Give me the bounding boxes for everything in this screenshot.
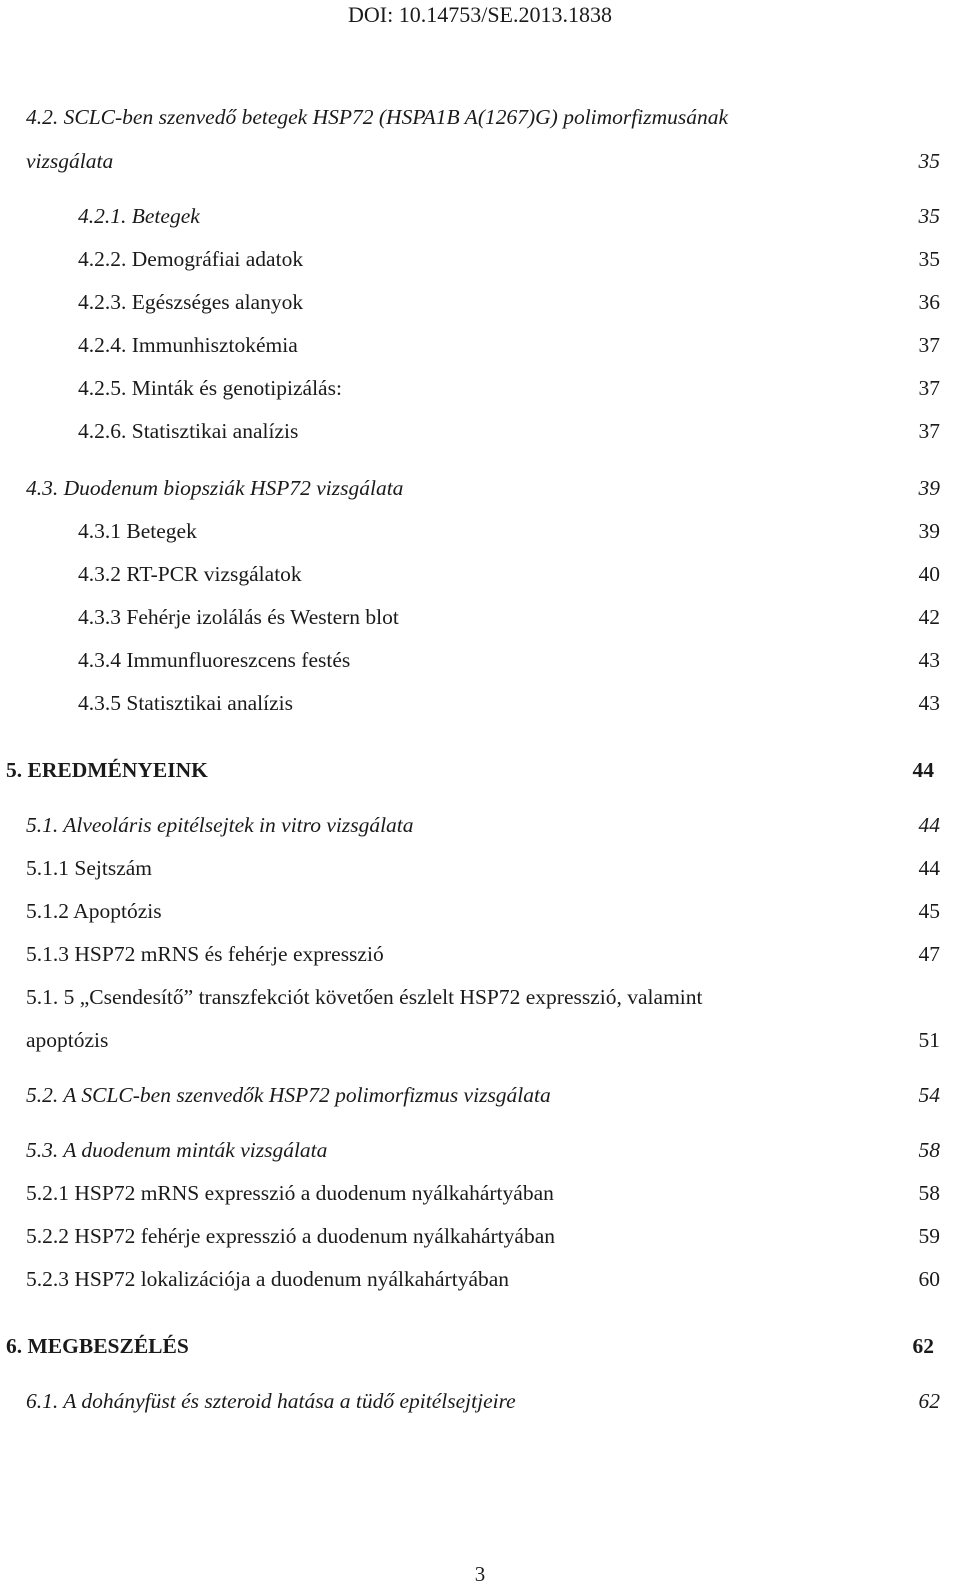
toc-entry[interactable] (26, 1082, 960, 1108)
toc-entry[interactable] (26, 984, 960, 1010)
toc-entry-title: 5.2.3 HSP72 lokalizációja a duodenum nyálkahártyában (26, 1267, 510, 1291)
toc-entry-page: 43 (918, 648, 940, 672)
toc-entry[interactable] (26, 1223, 960, 1249)
toc-entry-title: 5.2.2 HSP72 fehérje expresszió a duodenum nyálkahártyában (26, 1224, 555, 1248)
toc-entry-title: 4.3. Duodenum biopsziák HSP72 vizsgálata (26, 476, 404, 500)
doi-header: DOI: 10.14753/SE.2013.1838 (348, 2, 612, 27)
toc-entry-page: 58 (918, 1181, 940, 1205)
toc-entry[interactable] (26, 898, 960, 924)
toc-entry-title: 4.3.3 Fehérje izolálás és Western blot (78, 605, 399, 629)
toc-entry-title: 4.2.6. Statisztikai analízis (78, 419, 299, 443)
toc-entry-title: 5.1.3 HSP72 mRNS és fehérje expresszió (26, 942, 384, 966)
toc-entry-page: 35 (918, 204, 940, 228)
toc-entry-title: 4.2.3. Egészséges alanyok (78, 290, 304, 314)
toc-entry-page: 39 (918, 519, 940, 543)
toc-entry-title: 5.1. Alveoláris epitélsejtek in vitro vizsgálata (26, 813, 414, 837)
toc-entry-page: 37 (918, 376, 940, 400)
toc-entry-page: 45 (918, 899, 940, 923)
toc-entry-page: 54 (918, 1083, 940, 1107)
toc-entry-page: 39 (918, 476, 940, 500)
toc-entry-page: 35 (918, 149, 940, 173)
toc-entry-page: 42 (918, 605, 940, 629)
toc-entry[interactable] (26, 1137, 960, 1163)
toc-entry-page: 58 (918, 1138, 940, 1162)
toc-entry-page: 37 (918, 333, 940, 357)
toc-entry-page: 36 (918, 290, 940, 314)
toc-entry[interactable] (78, 518, 960, 544)
toc-entry-page: 43 (918, 691, 940, 715)
toc-entry-title: 4.2.2. Demográfiai adatok (78, 247, 304, 271)
toc-entry[interactable] (26, 1027, 960, 1053)
toc-entry-page: 59 (918, 1224, 940, 1248)
toc-entry[interactable] (78, 246, 960, 272)
toc-entry-title: vizsgálata (26, 149, 114, 173)
toc-entry-title: 4.2.5. Minták és genotipizálás: (78, 376, 342, 400)
toc-entry[interactable] (78, 203, 960, 229)
toc-entry-page: 62 (912, 1334, 934, 1358)
toc-entry-page: 47 (918, 942, 940, 966)
toc-entry-title: 4.2.1. Betegek (78, 204, 200, 228)
toc-entry[interactable] (6, 1333, 960, 1359)
toc-entry[interactable] (26, 1266, 960, 1292)
toc-entry-page: 44 (912, 758, 934, 782)
toc-entry-title: 6.1. A dohányfüst és szteroid hatása a tüdő epitélsejtjeire (26, 1389, 516, 1413)
toc-entry-title: 4.3.2 RT-PCR vizsgálatok (78, 562, 302, 586)
toc-entry-title: 4.2. SCLC-ben szenvedő betegek HSP72 (HSPA1B A(1267)G) polimorfizmusának (26, 105, 729, 129)
toc-entry-page: 62 (918, 1389, 940, 1413)
toc-entry-title: 4.2.4. Immunhisztokémia (78, 333, 298, 357)
toc-entry[interactable] (78, 289, 960, 315)
toc-entry[interactable] (26, 475, 960, 501)
toc-entry-title: 5.1.1 Sejtszám (26, 856, 152, 880)
toc-entry[interactable] (78, 332, 960, 358)
toc-entry-page: 37 (918, 419, 940, 443)
toc-entry[interactable] (26, 1388, 960, 1414)
toc-entry-page: 35 (918, 247, 940, 271)
toc-entry[interactable] (78, 604, 960, 630)
toc-entry-title: 6. MEGBESZÉLÉS (6, 1334, 189, 1358)
toc-entry[interactable] (26, 148, 960, 174)
toc-entry[interactable] (26, 855, 960, 881)
toc-entry-title: 5.2.1 HSP72 mRNS expresszió a duodenum nyálkahártyában (26, 1181, 554, 1205)
toc-entry-page: 44 (918, 856, 940, 880)
toc-entry-title: 4.3.4 Immunfluoreszcens festés (78, 648, 351, 672)
toc-entry[interactable] (26, 1180, 960, 1206)
page-number: 3 (474, 1562, 486, 1586)
toc-entry[interactable] (6, 757, 960, 783)
toc-entry-title: 5. EREDMÉNYEINK (6, 758, 208, 782)
toc-entry-title: 4.3.5 Statisztikai analízis (78, 691, 293, 715)
toc-entry[interactable] (78, 647, 960, 673)
toc-entry-title: 5.2. A SCLC-ben szenvedők HSP72 polimorfizmus vizsgálata (26, 1083, 551, 1107)
toc-entry[interactable] (26, 104, 960, 130)
toc-entry-title: 5.1.2 Apoptózis (26, 899, 162, 923)
toc-entry[interactable] (78, 418, 960, 444)
toc-entry-title: apoptózis (26, 1028, 109, 1052)
toc-entry[interactable] (26, 812, 960, 838)
toc-entry[interactable] (78, 690, 960, 716)
toc-entry-page: 60 (918, 1267, 940, 1291)
toc-entry-title: 4.3.1 Betegek (78, 519, 197, 543)
toc-entry-page: 40 (918, 562, 940, 586)
toc-entry-title: 5.3. A duodenum minták vizsgálata (26, 1138, 328, 1162)
toc-entry[interactable] (78, 561, 960, 587)
toc-entry[interactable] (78, 375, 960, 401)
toc-entry[interactable] (26, 941, 960, 967)
toc-entry-page: 44 (918, 813, 940, 837)
toc-entry-title: 5.1. 5 „Csendesítő” transzfekciót követően észlelt HSP72 expresszió, valamint (26, 985, 703, 1009)
toc-entry-page: 51 (918, 1028, 940, 1052)
